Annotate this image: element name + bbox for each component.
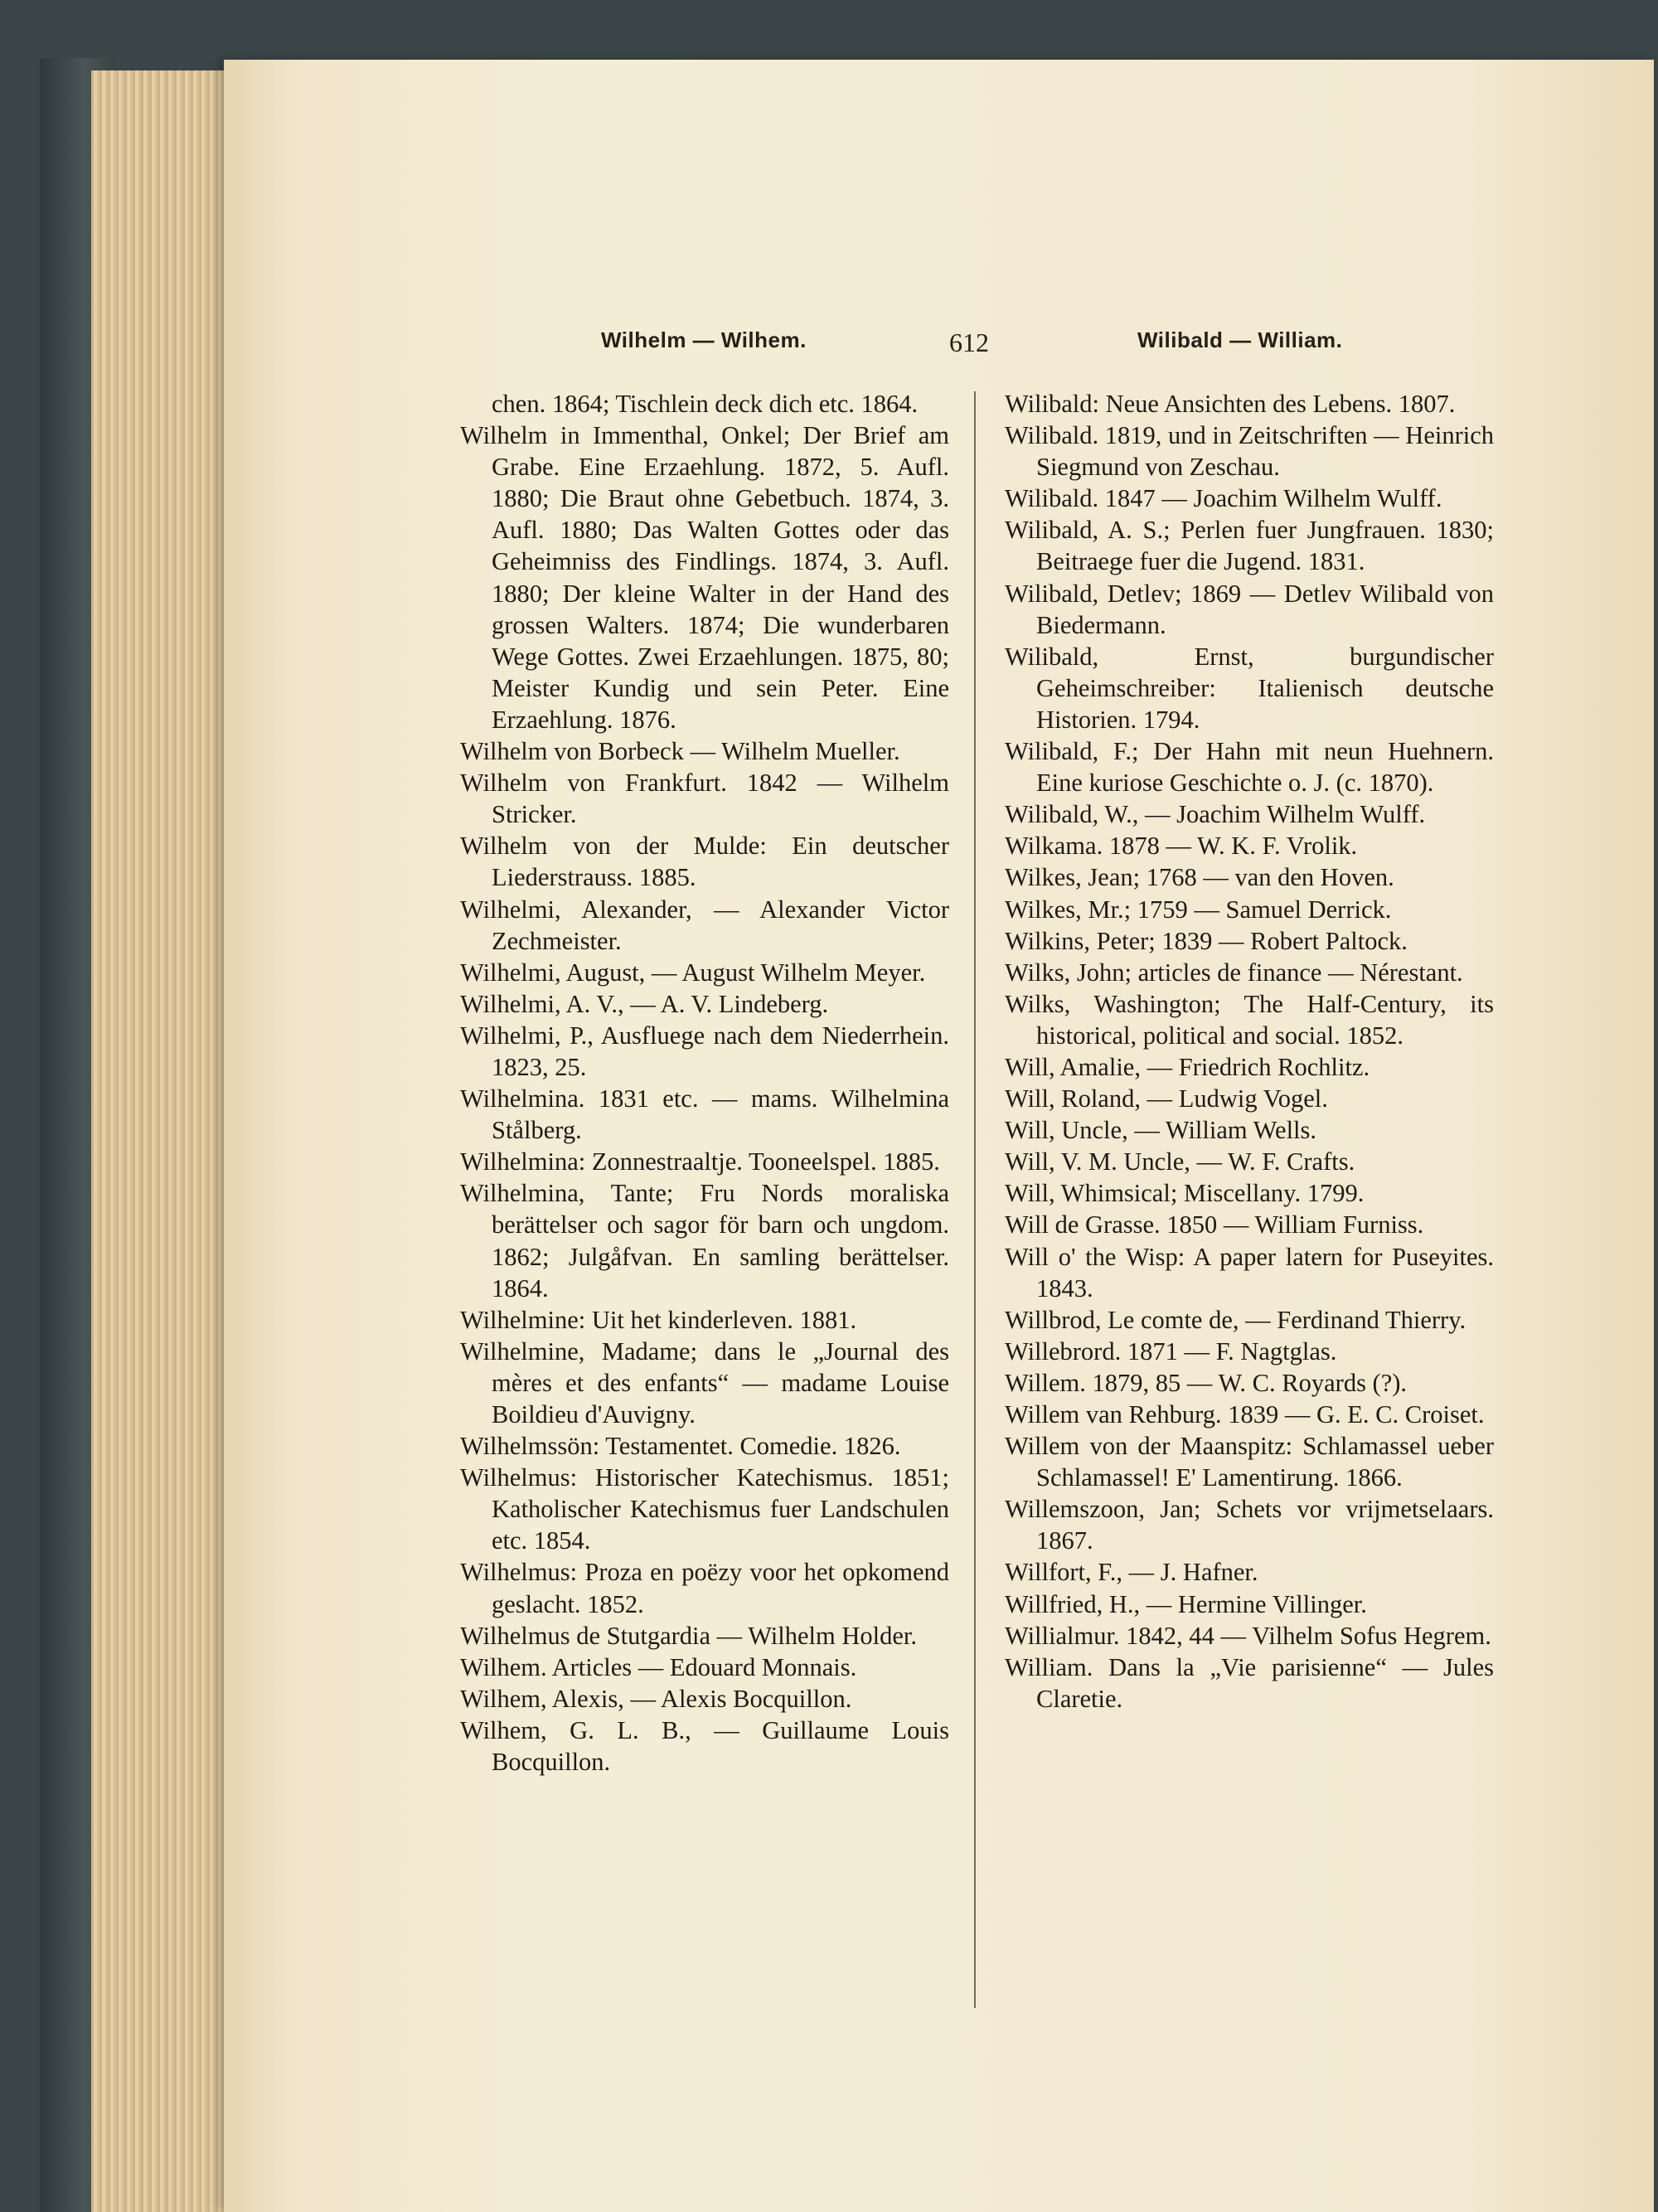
entry: Wilhelmi, P., Ausfluege nach dem Niederrhein. 1823, 25. — [460, 1021, 949, 1081]
right-column — [1005, 388, 1494, 1715]
entry: Willfried, H., — Hermine Villinger. — [1005, 1589, 1367, 1618]
entry: Wilhelmine, Madame; dans le „Journal des mères et des enfants“ — madame Louise Boildieu d'Auvigny. — [460, 1336, 949, 1429]
entry: Wilhelm in Immenthal, Onkel; Der Brief am Grabe. Eine Erzaehlung. 1872, 5. Aufl. 1880; Die Braut ohne Gebetbuch. 1874, 3. Aufl. 1880; Das Walten Gottes oder das Geheimniss des Findlings. 1874, 3. Aufl. 1880; Der kleine Walter in der Hand des grossen Walters. 1874; Die wunderbaren Wege Gottes. Zwei Erzaehlungen. 1875, 80; Meister Kundig und sein Peter. Eine Erzaehlung. 1876. — [460, 421, 949, 734]
entry: Wilks, Washington; The Half-Century, its historical, political and social. 1852. — [1005, 989, 1494, 1050]
entry: Wilkins, Peter; 1839 — Robert Paltock. — [1005, 926, 1408, 955]
entry: Wilkes, Mr.; 1759 — Samuel Derrick. — [1005, 895, 1392, 924]
entry: Wilibald: Neue Ansichten des Lebens. 1807. — [1005, 390, 1456, 418]
entry: Wilhelm von Borbeck — Wilhelm Mueller. — [460, 737, 900, 766]
entry: Wilibald, A. S.; Perlen fuer Jungfrauen. 1830; Beitraege fuer die Jugend. 1831. — [1005, 516, 1494, 576]
entry: Will, Whimsical; Miscellany. 1799. — [1005, 1179, 1365, 1208]
entry: William. Dans la „Vie parisienne“ — Jules Claretie. — [1005, 1652, 1494, 1713]
entry: Willbrod, Le comte de, — Ferdinand Thierry. — [1005, 1305, 1467, 1334]
entry: Wilhelmina: Zonnestraaltje. Tooneelspel. 1885. — [460, 1147, 940, 1176]
entry: Wilibald, Ernst, burgundischer Geheimschreiber: Italienisch deutsche Historien. 1794. — [1005, 642, 1494, 734]
entry: chen. 1864; Tischlein deck dich etc. 1864. — [492, 390, 919, 418]
entry: Wilhelmina. 1831 etc. — mams. Wilhelmina Stålberg. — [460, 1084, 949, 1145]
entry: Wilhem, Alexis, — Alexis Bocquillon. — [460, 1684, 852, 1713]
entry: Wilhem. Articles — Edouard Monnais. — [460, 1652, 857, 1681]
entry: Wilibald, F.; Der Hahn mit neun Huehnern. Eine kuriose Geschichte o. J. (c. 1870). — [1005, 737, 1494, 798]
entry: Wilibald, Detlev; 1869 — Detlev Wilibald von Biedermann. — [1005, 579, 1494, 639]
entry: Wilks, John; articles de finance — Nérestant. — [1005, 958, 1463, 987]
entry: Willebrord. 1871 — F. Nagtglas. — [1005, 1336, 1337, 1366]
entry: Wilhelmine: Uit het kinderleven. 1881. — [460, 1305, 857, 1334]
entry: Wilhelmus de Stutgardia — Wilhelm Holder. — [460, 1621, 917, 1650]
entry: Willem van Rehburg. 1839 — G. E. C. Croiset. — [1005, 1400, 1485, 1429]
entry: Will de Grasse. 1850 — William Furniss. — [1005, 1210, 1424, 1239]
entry: Wilkes, Jean; 1768 — van den Hoven. — [1005, 863, 1394, 892]
entry: Wilibald. 1819, und in Zeitschriften — Heinrich Siegmund von Zeschau. — [1005, 421, 1494, 482]
entry: Will o' the Wisp: A paper latern for Puseyites. 1843. — [1005, 1242, 1494, 1302]
entry: Wilhelmus: Proza en poëzy voor het opkomend geslacht. 1852. — [460, 1558, 949, 1618]
entry: Willem von der Maanspitz: Schlamassel ueber Schlamassel! E' Lamentirung. 1866. — [1005, 1432, 1494, 1492]
entry: Wilhem, G. L. B., — Guillaume Louis Bocquillon. — [460, 1715, 949, 1777]
entry: Wilhelmi, August, — August Wilhelm Meyer. — [460, 958, 926, 987]
entry: Wilhelm von der Mulde: Ein deutscher Liederstrauss. 1885. — [460, 832, 949, 892]
entry: Wilhelmus: Historischer Katechismus. 1851; Katholischer Katechismus fuer Landschulen etc. 1854. — [460, 1463, 949, 1555]
entry: Wilhelmina, Tante; Fru Nords moraliska berättelser och sagor för barn och ungdom. 1862; Julgåfvan. En samling berättelser. 1864. — [460, 1179, 949, 1302]
entry: Will, Uncle, — William Wells. — [1005, 1116, 1317, 1145]
running-header — [224, 327, 1654, 361]
entry: Willfort, F., — J. Hafner. — [1005, 1558, 1258, 1587]
entry: Will, Amalie, — Friedrich Rochlitz. — [1005, 1052, 1370, 1081]
page-number: 612 — [949, 327, 989, 357]
column-divider — [974, 391, 976, 2008]
entry: Willemszoon, Jan; Schets vor vrijmetselaars. 1867. — [1005, 1495, 1494, 1555]
entry: Wilkama. 1878 — W. K. F. Vrolik. — [1005, 832, 1358, 861]
entry: Willem. 1879, 85 — W. C. Royards (?). — [1005, 1368, 1408, 1397]
entry: Will, V. M. Uncle, — W. F. Crafts. — [1005, 1147, 1355, 1176]
entry: Wilhelm von Frankfurt. 1842 — Wilhelm Stricker. — [460, 769, 949, 829]
entry: Wilhelmssön: Testamentet. Comedie. 1826. — [460, 1432, 901, 1461]
entry: Willialmur. 1842, 44 — Vilhelm Sofus Hegrem. — [1005, 1621, 1491, 1650]
entry: Will, Roland, — Ludwig Vogel. — [1005, 1084, 1328, 1113]
header-right: Wilibald — William. — [1137, 327, 1343, 352]
book-page — [224, 60, 1654, 2212]
entry: Wilhelmi, Alexander, — Alexander Victor Zechmeister. — [460, 895, 949, 955]
left-column — [460, 388, 949, 1778]
entry: Wilibald. 1847 — Joachim Wilhelm Wulff. — [1005, 484, 1442, 513]
entry: Wilhelmi, A. V., — A. V. Lindeberg. — [460, 989, 829, 1018]
entry: Wilibald, W., — Joachim Wilhelm Wulff. — [1005, 800, 1426, 829]
header-left: Wilhelm — Wilhem. — [601, 327, 807, 352]
